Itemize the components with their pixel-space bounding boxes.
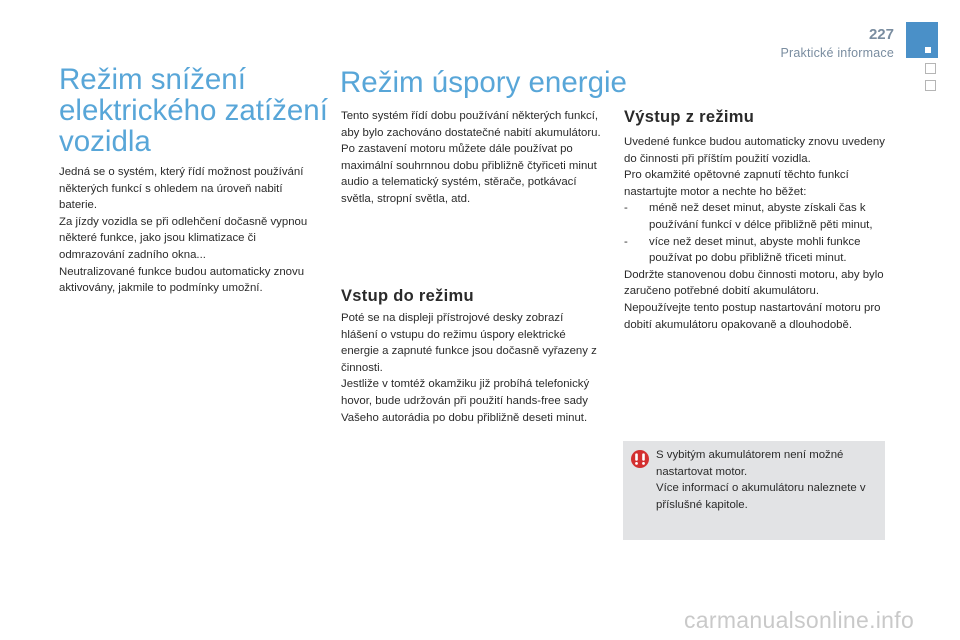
page-number: 227 <box>868 26 894 43</box>
warning-line: S vybitým akumulátorem není možné nastartovat motor. <box>656 449 844 478</box>
chapter-tab <box>925 80 936 91</box>
middle-intro <box>341 108 603 208</box>
section-title: Praktické informace <box>780 46 894 60</box>
list-item-text: více než deset minut, abyste mohli funkce používat po dobu přibližně třiceti minut. <box>649 235 861 265</box>
left-title: Režim snížení elektrického zatížení vozidla <box>59 63 328 158</box>
left-body <box>59 164 321 297</box>
chapter-tab <box>925 63 936 74</box>
entry-paragraph: Jestliže v tomtéž okamžiku již probíhá telefonický hovor, bude udržován při použití hands-free sady Vašeho autorádia po dobu přibližně deseti minut. <box>341 378 590 424</box>
list-dash: - <box>624 235 628 248</box>
warning-exclamation-icon <box>631 450 649 468</box>
list-dash: - <box>624 202 628 215</box>
list-item-text: méně než deset minut, abyste získali čas k používání funkcí v délce přibližně pěti minut, <box>649 202 873 231</box>
entry-heading: Vstup do režimu <box>341 287 474 305</box>
exit-body <box>624 134 888 333</box>
entry-body <box>341 310 603 426</box>
left-paragraph: Za jízdy vozidla se při odlehčení dočasně vypnou některé funkce, jako jsou klimatizace či odmrazování zadního okna... <box>59 215 308 261</box>
entry-paragraph: Poté se na displeji přístrojové desky zobrazí hlášení o vstupu do režimu úspory elektrické energie a zapnuté funkce jsou dočasně vyřazeny z činnosti. <box>341 312 597 374</box>
warning-box <box>623 441 885 540</box>
left-paragraph: Jedná se o systém, který řídí možnost používání některých funkcí s ohledem na úroveň nabití baterie. <box>59 166 304 212</box>
exit-heading: Výstup z režimu <box>624 108 755 126</box>
exit-paragraph: Pro okamžité opětovné zapnutí těchto funkcí nastartujte motor a nechte ho běžet: <box>624 169 849 198</box>
list-item <box>624 234 888 267</box>
exit-list <box>624 200 888 266</box>
warning-text <box>656 447 878 513</box>
middle-paragraph: Po zastavení motoru můžete dále používat po maximální souhrnnou dobu přibližně čtyřiceti minut audio a telematický systém, stěrače, potkávací světla, stropní světla, atd. <box>341 143 597 205</box>
chapter-tab-active <box>906 22 938 58</box>
left-paragraph: Neutralizované funkce budou automaticky znovu aktivovány, jakmile to podmínky umožní. <box>59 265 305 295</box>
exit-paragraph: Dodržte stanovenou dobu činnosti motoru, aby bylo zaručeno potřebné dobití akumulátoru. <box>624 268 884 298</box>
exit-paragraph: Nepoužívejte tento postup nastartování motoru pro dobití akumulátoru opakovaně a dlouhodobě. <box>624 301 881 331</box>
list-item <box>624 200 888 233</box>
watermark: carmanualsonline.info <box>684 607 915 633</box>
middle-paragraph: Tento systém řídí dobu používání některých funkcí, aby bylo zachováno dostatečné nabití akumulátoru. <box>341 110 601 139</box>
warning-line: Více informací o akumulátoru naleznete v příslušné kapitole. <box>656 482 866 511</box>
exit-paragraph: Uvedené funkce budou automaticky znovu uvedeny do činnosti při příštím použití vozidla. <box>624 136 885 165</box>
tab-marker-icon <box>925 47 931 53</box>
middle-title: Režim úspory energie <box>340 66 627 99</box>
